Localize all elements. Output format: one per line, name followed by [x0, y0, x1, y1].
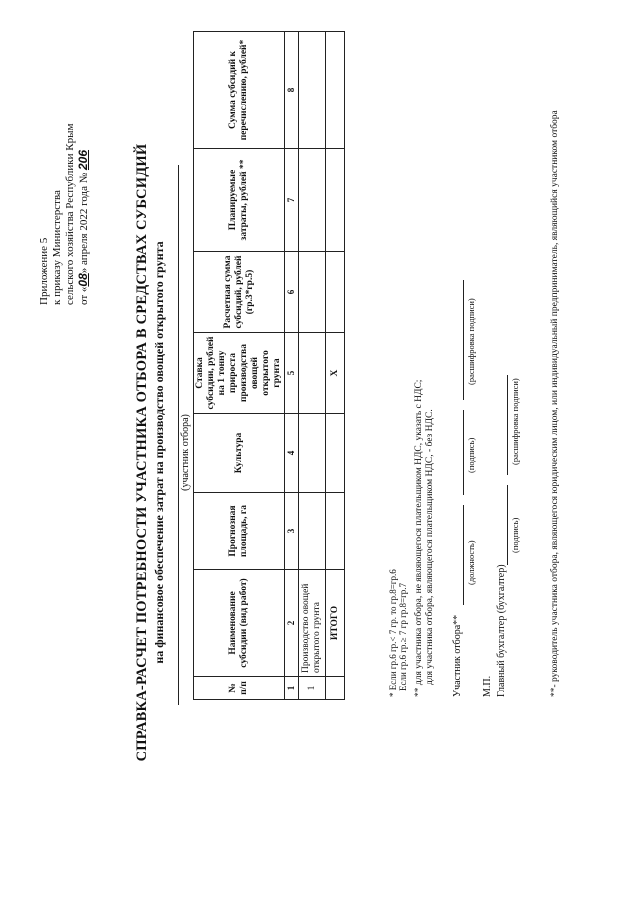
cell-empty — [299, 32, 326, 149]
col-num-6: 6 — [285, 252, 299, 333]
header-rate: Ставка субсидии, рублей на 1 тонну прироста производства овощей открытого грунта — [194, 333, 285, 414]
cell-empty — [326, 252, 345, 333]
footer-note: **- руководитель участника отбора, являющегося юридическим лицом, или индивидуальный предприниматель, являющийся участником отбора — [550, 110, 560, 697]
table-header-row — [194, 32, 285, 700]
header-num: № п/п — [194, 677, 285, 700]
cell-empty — [299, 149, 326, 252]
col-num-5: 5 — [285, 333, 299, 414]
appendix-line-4 — [77, 124, 91, 305]
cell-empty — [326, 493, 345, 570]
cell-empty — [299, 493, 326, 570]
appendix-block — [38, 124, 91, 305]
col-num-2: 2 — [285, 570, 299, 677]
note-1 — [388, 569, 408, 697]
signature-line — [463, 410, 464, 495]
note-2 — [414, 380, 436, 697]
acc-decoding-caption: (расшифровка подписи) — [510, 378, 520, 465]
note-2b: для участника отбора, являющегося плательщиком НДС, - без НДС. — [425, 409, 435, 685]
decoding-line — [463, 280, 464, 400]
participant-caption: (участник отбора) — [180, 414, 191, 491]
date-mid: » апреля 2022 года № — [78, 172, 90, 274]
header-area: Прогнозная площадь, га — [194, 493, 285, 570]
row-name: Производство овощей открытого грунта — [299, 570, 326, 677]
position-caption: (должность) — [466, 540, 476, 585]
cell-empty — [326, 677, 345, 700]
header-planned-costs: Планируемые затраты, рублей ** — [194, 149, 285, 252]
appendix-line-3: сельского хозяйства Республики Крым — [64, 123, 76, 305]
acc-decoding-line — [507, 375, 508, 475]
participant-blank-line — [178, 165, 179, 705]
appendix-line-2: к приказу Министерства — [51, 190, 63, 305]
column-number-row — [285, 32, 299, 700]
date-prefix: от « — [78, 286, 90, 305]
document-subtitle: на финансовое обеспечение затрат на производство овощей открытого грунта — [152, 241, 166, 664]
note-2a: ** для участника отбора, не являющегося плательщиком НДС, указать с НДС; — [414, 379, 424, 697]
cell-empty — [299, 252, 326, 333]
cell-empty — [299, 333, 326, 414]
signature-caption: (подпись) — [466, 437, 476, 473]
total-label: ИТОГО — [326, 570, 345, 677]
total-row — [326, 32, 345, 700]
header-name: Наименование субсидии (вид работ) — [194, 570, 285, 677]
decoding-caption: (расшифровка подписи) — [466, 298, 476, 385]
participant-label: Участник отбора** — [452, 614, 463, 697]
table-row — [299, 32, 326, 700]
header-calc-sum: Расчетная сумма субсидий, рублей (гр.3*гр.5) — [194, 252, 285, 333]
col-num-8: 8 — [285, 32, 299, 149]
acc-signature-caption: (подпись) — [510, 517, 520, 553]
cell-empty — [326, 414, 345, 493]
appendix-line-1: Приложение 5 — [38, 237, 50, 305]
header-transfer-sum: Сумма субсидий к перечислению, рублей* — [194, 32, 285, 149]
col-num-1: 1 — [285, 677, 299, 700]
handwritten-day: 08 — [76, 273, 90, 287]
note-1a: * Если гр.6 гр.< 7 гр. то гр.8=гр.6 — [388, 569, 398, 697]
handwritten-order-number: 206 — [76, 149, 90, 171]
calculation-table — [193, 31, 345, 700]
col-num-7: 7 — [285, 149, 299, 252]
position-line — [463, 505, 464, 605]
col-num-3: 3 — [285, 493, 299, 570]
seal-label: М.П. — [482, 675, 493, 697]
accountant-label: Главный бухгалтер (бухгалтер) — [496, 564, 507, 697]
cell-empty — [326, 149, 345, 252]
note-1b: Если гр.6 гр.≥ 7 гр гр.8=гр.7 — [398, 582, 408, 691]
cell-empty — [326, 32, 345, 149]
cell-empty — [299, 414, 326, 493]
col-num-4: 4 — [285, 414, 299, 493]
row-num: 1 — [299, 677, 326, 700]
acc-signature-line — [507, 485, 508, 565]
document-title: СПРАВКА-РАСЧЕТ ПОТРЕБНОСТИ УЧАСТНИКА ОТБОРА В СРЕДСТВАХ СУБСИДИЙ — [134, 143, 150, 762]
total-mark: Х — [326, 333, 345, 414]
header-crop: Культура — [194, 414, 285, 493]
